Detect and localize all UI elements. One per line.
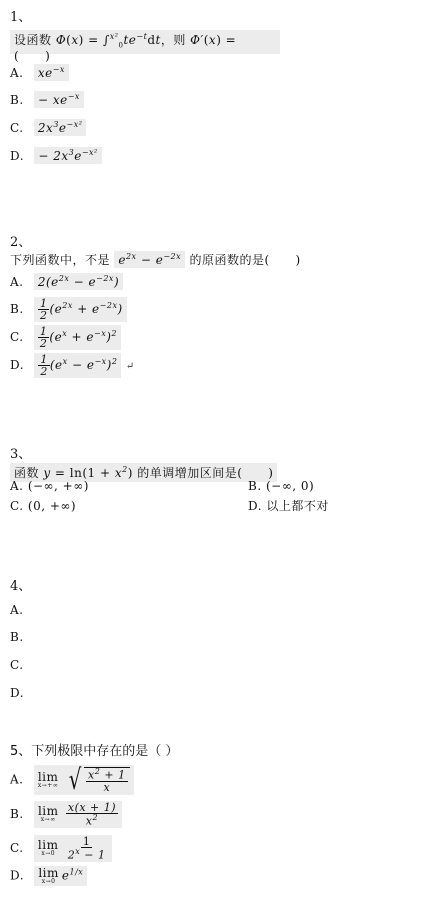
- q5-option-a[interactable]: A. lim x→+∞ √ $\frac{x^2 + 1}{x}$: [10, 765, 134, 795]
- q5-option-d[interactable]: D. lim x→0 $e^{1/x}$: [10, 866, 87, 886]
- q2-option-c[interactable]: C. $\frac{1}{2}$ $(e^x + e^{-x})^2$: [10, 325, 121, 350]
- question-3-stem: 函数 $y = \ln(1 + x^2)$ 的单调增加区间是( ): [10, 463, 277, 482]
- q4-option-a[interactable]: A.: [10, 603, 24, 617]
- question-5-stem: 下列极限中存在的是（ ）: [31, 744, 179, 759]
- question-2-number: 2、: [10, 235, 32, 250]
- q2-option-a[interactable]: A. $2(e^{2x} - e^{-2x})$: [10, 273, 123, 290]
- q3-option-a[interactable]: A. (−∞, +∞): [10, 479, 89, 493]
- q4-option-b[interactable]: B.: [10, 630, 24, 644]
- question-1-stem: 设函数 $\Phi(x) = \int^{x^2}_0te^{-t}dt$，则 Φ′(x) = ( ): [10, 30, 280, 54]
- q2-option-b[interactable]: B. $\frac{1}{2}$ $(e^{2x} + e^{-2x})$: [10, 297, 127, 322]
- q5-option-c[interactable]: C. lim x→0 $\frac{1}{2^x - 1}$: [10, 835, 112, 862]
- question-5-header: [10, 740, 178, 759]
- q3-option-d[interactable]: D. 以上都不对: [248, 499, 329, 513]
- q2-option-d[interactable]: D. $\frac{1}{2}$ $(e^x - e^{-x})^2$ ↵: [10, 353, 135, 378]
- q3-option-b[interactable]: B. (−∞, 0): [248, 479, 315, 493]
- q4-option-d[interactable]: D.: [10, 686, 25, 700]
- q1-option-c[interactable]: C. $2x^3e^{-x^2}$: [10, 119, 86, 136]
- question-3-number: 3、: [10, 447, 32, 462]
- question-1-number: 1、: [10, 10, 32, 25]
- q1-option-a[interactable]: A. $xe^{-x}$: [10, 64, 69, 81]
- q5-option-b[interactable]: B. lim x→∞ $\frac{x(x + 1)}{x^2}$: [10, 801, 122, 828]
- question-2-stem: 下列函数中，不是 $e^{2x} - e^{-2x}$ 的原函数的是( ): [10, 252, 301, 267]
- question-4-number: 4、: [10, 579, 32, 594]
- q1-option-d[interactable]: D. − $2x^3e^{-x^2}$: [10, 147, 102, 164]
- return-mark-icon: ↵: [125, 361, 135, 372]
- question-5-number: 5、: [10, 744, 32, 759]
- q1-option-b[interactable]: B. − $xe^{-x}$: [10, 91, 84, 108]
- q3-option-c[interactable]: C. (0, +∞): [10, 499, 77, 513]
- q4-option-c[interactable]: C.: [10, 658, 24, 672]
